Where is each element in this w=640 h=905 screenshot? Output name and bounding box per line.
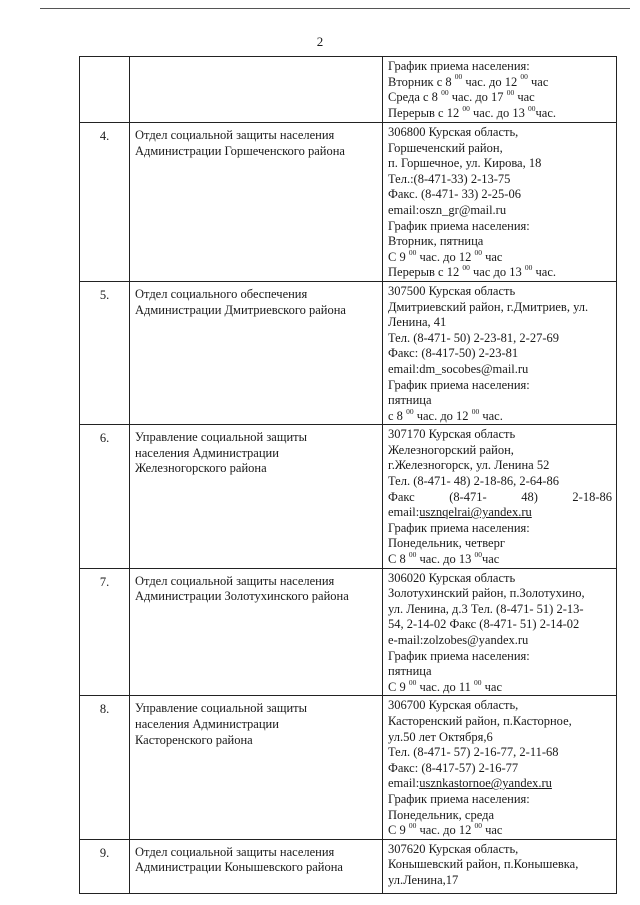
contact-detail-line: 307500 Курская область xyxy=(388,283,516,298)
contact-detail-line: Тел.:(8-471-33) 2-13-75 xyxy=(388,171,511,186)
contact-detail-line: Железногорский район, xyxy=(388,442,514,457)
contact-detail-line: Понедельник, четверг xyxy=(388,536,505,551)
table-row xyxy=(80,281,617,424)
contact-detail-line: Понедельник, среда xyxy=(388,807,494,822)
table-body xyxy=(80,57,617,894)
contact-detail-line: Золотухинский район, п.Золотухино, xyxy=(388,586,585,601)
department-name-cell xyxy=(130,281,383,424)
department-name-line: населения Администрации xyxy=(135,716,279,731)
contact-detail-line: С 9 $^{00}$ час. до 12 $^{00}$ час xyxy=(388,247,503,264)
row-number-cell xyxy=(80,839,130,893)
department-name-line: Управление социальной защиты xyxy=(135,430,308,445)
row-number-cell xyxy=(80,696,130,839)
contact-detail-line: ул. Ленина, д.3 Тел. (8-471- 51) 2-13- xyxy=(388,601,584,616)
contact-detail-line: Вторник с 8 $^{00}$ час. до 12 $^{00}$ час xyxy=(388,72,549,89)
department-name-line: Администрации Горшеченского района xyxy=(135,143,345,158)
contact-detail-line: 307620 Курская область, xyxy=(388,841,519,856)
scan-edge-line xyxy=(40,8,630,9)
contact-detail-line: Факс (8-471- 48) 2-18-86 xyxy=(388,489,612,504)
contact-detail-line: График приема населения: xyxy=(388,791,530,806)
contact-detail-line: График приема населения: xyxy=(388,377,530,392)
row-number-cell xyxy=(80,568,130,696)
row-number: 8. xyxy=(99,702,110,717)
department-name-line: Администрации Конышевского района xyxy=(135,860,343,875)
department-name-line: Администрации Золотухинского района xyxy=(135,589,349,604)
department-name-cell xyxy=(130,123,383,282)
contact-detail-line: 306800 Курская область, xyxy=(388,125,519,139)
table-row xyxy=(80,568,617,696)
contact-detail-line: Факс: (8-417-50) 2-23-81 xyxy=(388,346,519,361)
contact-detail-line: 306020 Курская область xyxy=(388,570,516,585)
contact-detail-line: email:dm_socobes@mail.ru xyxy=(388,361,529,376)
contact-detail-line: пятница xyxy=(388,393,432,408)
contact-detail-line: email:usznkastornoe@yandex.ru xyxy=(388,776,552,791)
department-name-line: Отдел социальной защиты населения xyxy=(135,573,335,588)
contact-detail-line: 307170 Курская область xyxy=(388,427,516,442)
contact-detail-line: График приема населения: xyxy=(388,218,530,233)
departments-table xyxy=(79,56,617,894)
contact-detail-line: email:oszn_gr@mail.ru xyxy=(388,202,507,217)
department-name-line: Отдел социального обеспечения xyxy=(135,286,308,301)
department-name-cell xyxy=(130,425,383,568)
contact-detail-line: Конышевский район, п.Конышевка, xyxy=(388,857,579,872)
department-name-line: населения Администрации xyxy=(135,445,279,460)
contact-detail-line: г.Железногорск, ул. Ленина 52 xyxy=(388,458,550,473)
row-number-cell xyxy=(80,57,130,123)
contact-detail-line: Перерыв с 12 $^{00}$ час. до 13 $^{00}$час. xyxy=(388,103,556,120)
row-number-cell xyxy=(80,281,130,424)
contact-detail-line: С 9 $^{00}$ час. до 11 $^{00}$ час xyxy=(388,677,503,694)
row-number: 6. xyxy=(99,431,110,446)
contact-detail-line: 54, 2-14-02 Факс (8-471- 51) 2-14-02 xyxy=(388,617,580,632)
row-number: 5. xyxy=(99,287,110,302)
table-row xyxy=(80,123,617,282)
department-name-cell xyxy=(130,57,383,123)
contact-detail-line: Перерыв с 12 $^{00}$ час до 13 $^{00}$ час. xyxy=(388,263,556,280)
department-name-line: Железногорского района xyxy=(135,461,267,476)
contact-detail-line: с 8 $^{00}$ час. до 12 $^{00}$ час. xyxy=(388,406,503,423)
row-number-cell xyxy=(80,425,130,568)
contact-detail-line: График приема населения: xyxy=(388,59,530,73)
department-name-line: Отдел социальной защиты населения xyxy=(135,128,335,142)
page-number: 2 xyxy=(316,34,324,49)
contact-detail-line: Факс. (8-471- 33) 2-25-06 xyxy=(388,187,521,202)
table-row xyxy=(80,57,617,123)
department-name-line: Администрации Дмитриевского района xyxy=(135,302,346,317)
table-row xyxy=(80,839,617,893)
department-name-cell xyxy=(130,568,383,696)
contact-detail-line: Тел. (8-471- 50) 2-23-81, 2-27-69 xyxy=(388,330,559,345)
contact-detail-line: С 9 $^{00}$ час. до 12 $^{00}$ час xyxy=(388,820,503,838)
row-number: 9. xyxy=(99,845,110,860)
contact-details-cell xyxy=(383,281,617,424)
contact-details-cell xyxy=(383,696,617,839)
contact-detail-line: График приема населения: xyxy=(388,520,530,535)
table-row xyxy=(80,425,617,568)
contact-detail-line: Дмитриевский район, г.Дмитриев, ул. xyxy=(388,299,589,314)
department-name-cell xyxy=(130,696,383,839)
row-number: 4. xyxy=(99,129,110,143)
contact-detail-line: Касторенский район, п.Касторное, xyxy=(388,713,572,728)
email-link[interactable]: usznkastornoe@yandex.ru xyxy=(419,776,552,791)
contact-detail-line: Горшеченский район, xyxy=(388,140,503,155)
department-name-cell xyxy=(130,839,383,893)
contact-detail-line: email:usznqelrai@yandex.ru xyxy=(388,505,532,520)
contact-detail-line: 306700 Курская область, xyxy=(388,698,519,713)
row-number-cell xyxy=(80,123,130,282)
contact-detail-line: e-mail:zolzobes@yandex.ru xyxy=(388,633,529,647)
contact-details-cell xyxy=(383,839,617,893)
row-number: 7. xyxy=(99,574,110,589)
department-name-line: Касторенского района xyxy=(135,732,253,747)
contact-detail-line: Вторник, пятница xyxy=(388,234,484,249)
contact-details-cell xyxy=(383,425,617,568)
department-name-line: Отдел социальной защиты населения xyxy=(135,844,335,859)
contact-detail-line: Тел. (8-471- 48) 2-18-86, 2-64-86 xyxy=(388,474,559,489)
contact-detail-line: Ленина, 41 xyxy=(388,315,447,330)
contact-details-cell xyxy=(383,123,617,282)
email-link[interactable]: usznqelrai@yandex.ru xyxy=(419,505,532,520)
department-name-line: Управление социальной защиты xyxy=(135,701,308,716)
contact-details-cell xyxy=(383,57,617,123)
contact-detail-line: Факс: (8-417-57) 2-16-77 xyxy=(388,760,519,775)
contact-detail-line: График приема населения: xyxy=(388,648,530,663)
contact-detail-line: Среда с 8 $^{00}$ час. до 17 $^{00}$ час xyxy=(388,88,535,105)
contact-detail-line: ул.50 лет Октября,6 xyxy=(388,729,493,744)
contact-detail-line: С 8 $^{00}$ час. до 13 $^{00}$час xyxy=(388,549,500,567)
contact-detail-line: Тел. (8-471- 57) 2-16-77, 2-11-68 xyxy=(388,745,559,760)
contact-details-cell xyxy=(383,568,617,696)
contact-detail-line: ул.Ленина,17 xyxy=(388,872,459,887)
contact-detail-line: пятница xyxy=(388,664,432,679)
table-row xyxy=(80,696,617,839)
contact-detail-line: п. Горшечное, ул. Кирова, 18 xyxy=(388,156,542,171)
